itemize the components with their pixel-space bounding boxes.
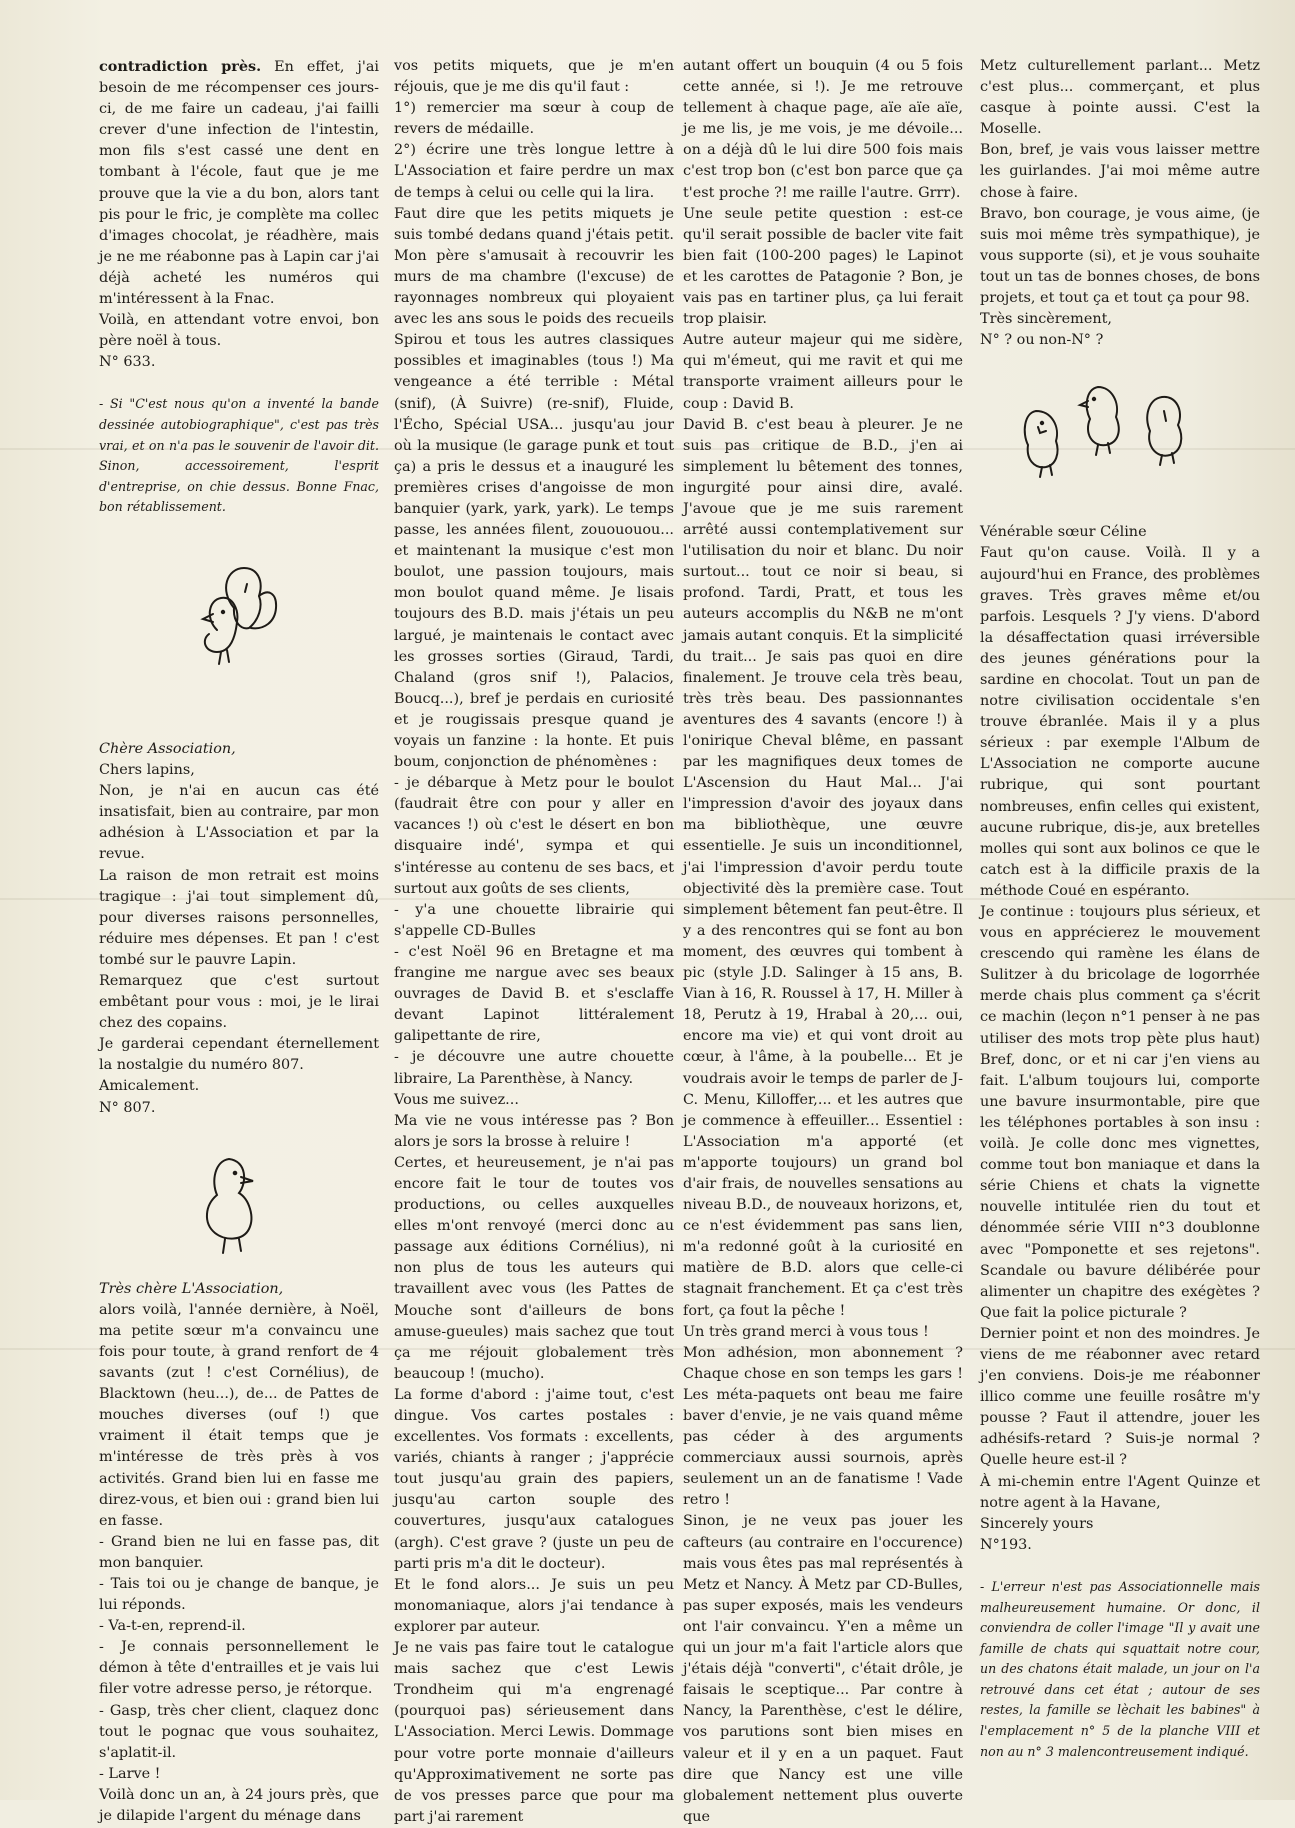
- letter-paragraph: La raison de mon retrait est moins tragique : j'ai tout simplement dû, pour diverses raisons personnelles, réduire mes dépenses. Et pan ! c'est tombé sur le pauvre Lapin.: [99, 867, 379, 968]
- letter-salutation: Chers lapins,: [99, 762, 195, 779]
- letter-paragraph: Certes, et heureusement, je n'ai pas encore fait le tour de toutes vos productions, ou celles auxquelles elles m'ont renvoyé (merci donc au passage aux éditions Cornélius), ni non plus de tous les auteurs qui travaillent avec vous (les Pattes de Mouche sont d'ailleurs de bons amuse-gueules) mais sachez que tout ça me réjouit globalement très beaucoup ! (mucho).: [394, 1154, 674, 1382]
- letter-paragraph: - Va-t-en, reprend-il.: [99, 1618, 246, 1635]
- two-birds-drawing: [99, 518, 379, 718]
- editor-reply: - L'erreur n'est pas Associationnelle mais malheureusement humaine. Or donc, il conviendra de coller l'image "Il y avait une famille de chats qui squattait notre cour, un des chatons était malade, un jour on l'a retrouvé dans cet état ; autour de ses restes, la famille se lèchait les babines" à l'emplacement n° 5 de la planche VIII et non au n° 3 malencontreusement indiqué.: [980, 1578, 1260, 1759]
- letter-paragraph: vos petits miquets, que je m'en réjouis, que je me dis qu'il faut :: [394, 58, 674, 96]
- column-1: [99, 56, 379, 1827]
- letter-paragraph: 1°) remercier ma sœur à coup de revers de médaille.: [394, 100, 674, 138]
- letter-paragraph: David B. c'est beau à pleurer. Je ne suis pas critique de B.D., j'en ai simplement lu bêtement des tonnes, ingurgité pour ainsi dire, avalé. J'avoue que je me suis rarement arrêté aussi contemplativement sur l'utilisation du noir et blanc. Du noir surtout... tout ce noir si beau, si profond. Tardi, Pratt, et tous les auteurs accomplis du N&B ne m'ont jamais autant conquis. Et la simplicité du trait... Je sais pas quoi en dire finalement. Je trouve cela très beau, très très beau. Des passionnantes aventures des 4 savants (encore !) à l'onirique Cheval blême, en passant par les magnifiques deux tomes de L'Ascension du Haut Mal... J'ai l'impression d'avoir des joyaux dans ma bibliothèque, une œuvre essentielle. Je suis un inconditionnel, j'ai l'impression d'avoir perdu toute objectivité dès la première case. Tout simplement bêtement fan peut-être. Il y a des rencontres qui se font au bon moment, des œuvres qui tombent à pic (style J.D. Salinger à 15 ans, B. Vian à 16, R. Roussel à 17, H. Miller à 18, Perutz à 19, Hrabal à 20,... oui, encore ma vie) et qui vont droit au cœur, à l'âme, à la poubelle... Et je voudrais avoir le temps de parler de J-C. Menu, Killoffer,... et les autres que je commence à effeuiller... Essentiel : L'Association m'a apporté (et m'apporte toujours) un grand bol d'air frais, de nouvelles sensations au niveau B.D., de nouveaux horizons, et, ce n'est évidemment pas sans lien, m'a redonné goût à la curiosité en matière de B.D. alors que celle-ci stagnait franchement. Et ça c'est très fort, ça fout la pêche !: [683, 416, 964, 1319]
- letter-paragraph: Je garderai cependant éternellement la nostalgie du numéro 807.: [99, 1036, 379, 1074]
- bird-drawing: [99, 1119, 379, 1279]
- letter-paragraph: La forme d'abord : j'aime tout, c'est dingue. Vos cartes postales : excellentes. Vos formats : excellents, variés, chiants à ranger ; j'apprécie tout jusqu'au grain des papiers, jusqu'au carton souple des couvertures, jusqu'aux catalogues (argh). C'est grave ? (juste un peu de parti pris m'a dit le docteur).: [394, 1386, 674, 1572]
- letter-paragraph: À mi-chemin entre l'Agent Quinze et notre agent à la Havane,: [980, 1473, 1260, 1511]
- letter-paragraph: - Grand bien ne lui en fasse pas, dit mon banquier.: [99, 1533, 379, 1571]
- letter-number: N° ? ou non-N° ?: [980, 332, 1104, 349]
- letter-paragraph: Faut dire que les petits miquets je suis tombé dedans quand j'étais petit. Mon père s'amusait à recouvrir les murs de ma chambre (l'excuse) de rayonnages nombreux qui ployaient avec les ans sous le poids des recueils Spirou et tous les autres classiques possibles et imaginables (tous !) Ma vengeance a été terrible : Métal (snif), (À Suivre) (re-snif), Fluide, l'Écho, Spécial USA... jusqu'au jour où la musique (le garage punk et tout ça) a pris le dessus et a inauguré les premières crises d'angoisse de mon banquier (yark, yark, yark). Le temps passe, les années filent, zouououou... et maintenant la musique c'est mon boulot, une passion toujours, mais mon boulot quand même. Je lisais toujours des B.D. mais j'étais un peu largué, je maintenais le contact avec les grosses sorties (Giraud, Tardi, Chaland (gros snif !), Palacios, Boucq...), bref je perdais en curiosité et je rougissais presque quand je voyais un fanzine : la honte. Et puis boum, conjonction de phénomènes :: [394, 205, 674, 771]
- letter-salutation: Chère Association,: [99, 740, 236, 757]
- letter-number: N° 633.: [99, 354, 156, 371]
- bold-lead: contradiction près.: [99, 58, 262, 75]
- letter-paragraph: Bon, bref, je vais vous laisser mettre les guirlandes. J'ai moi même autre chose à faire.: [980, 142, 1260, 201]
- letter-paragraph: Non, je n'ai en aucun cas été insatisfait, bien au contraire, par mon adhésion à L'Association et par la revue.: [99, 783, 379, 863]
- letter-text: En effet, j'ai besoin de me récompenser ces jours-ci, de me faire un cadeau, j'ai failli crever d'une infection de l'intestin, mon fils s'est cassé une dent en tombant à l'école, faut que je me prouve que la vie a du bon, alors tant pis pour le fric, je complète ma collec d'images chocolat, je réadhère, mais je ne me réabonne pas à Lapin car j'ai déjà acheté les numéros qui m'intéressent à la Fnac.: [99, 59, 380, 308]
- letter-paragraph: - y'a une chouette librairie qui s'appelle CD-Bulles: [394, 901, 674, 939]
- editor-reply: - Si "C'est nous qu'on a inventé la bande dessinée autobiographique", c'est pas très vrai, et on n'a pas le souvenir de l'avoir dit. Sinon, accessoirement, l'esprit d'entreprise, on chie dessus. Bonne Fnac, bon rétablissement.: [99, 396, 379, 515]
- letter-paragraph: Je continue : toujours plus sérieux, et vous en apprécierez le mouvement crescendo qui ramène les élans de Sulitzer à du bricolage de logorrhée merde chais plus comment ça s'écrit ce machin (leçon n°1 penser à ne pas utiliser des mots trop pète plus haut) Bref, donc, or et ni car j'en viens au fait. L'album toujours lui, comporte une bavure insurmontable, pire que les téléphones portables à son insu : voilà. Je colle donc mes vignettes, comme tout bon maniaque et dans la série Chiens et chats la vignette nouvelle intitulée rien du tout et dénommée série VIII n°3 doublonne avec "Pomponette et ses rejetons". Scandale ou bavure délibérée pour alimenter un chapitre des exégètes ? Que fait la police picturale ?: [980, 904, 1260, 1321]
- letter-paragraph: - Larve !: [99, 1765, 161, 1782]
- letter-paragraph: autant offert un bouquin (4 ou 5 fois cette année, si !). Je me retrouve tellement à chaque page, aïe aïe aïe, je me lis, je me vois, je me dévoile... on a déjà dû le lui dire 500 fois mais c'est trop bon (c'est bon parce que ça t'est proche ?! me raille l'autre. Grrr).: [683, 58, 963, 201]
- letter-paragraph: alors voilà, l'année dernière, à Noël, ma petite sœur m'a convaincu une fois pour toute, à grand renfort de 4 savants (zut ! c'est Cornélius), de Blacktown (heu...), de... de Pattes de mouches diverses (ouf !) que vraiment il était temps que je m'intéresse de très près à vos activités. Grand bien lui en fasse me direz-vous, et bien oui : grand bien lui en fasse.: [99, 1301, 379, 1529]
- letter-paragraph: Je ne vais pas faire tout le catalogue mais sachez que c'est Lewis Trondheim qui m'a engrenagé (pourquoi pas) sérieusement dans L'Association. Merci Lewis. Dommage pour votre porte monnaie d'ailleurs qu'Approximativement ne sorte pas de vos presses parce que pour ma part j'ai rarement: [394, 1640, 674, 1825]
- letter-paragraph: Mon adhésion, mon abonnement ? Chaque chose en son temps les gars ! Les méta-paquets ont beau me faire baver d'envie, je ne vais quand même pas céder à des arguments commerciaux aussi sournois, après seulement un an de fanatisme ! Vade retro !: [683, 1344, 963, 1509]
- letter-paragraph: - je découvre une autre chouette libraire, La Parenthèse, à Nancy.: [394, 1049, 674, 1087]
- letter-paragraph: 2°) écrire une très longue lettre à L'Association et faire perdre un max de temps à celui ou celle qui la lira.: [394, 142, 674, 201]
- letter-paragraph: Autre auteur majeur qui me sidère, qui m'émeut, qui me ravit et qui me transporte vraiment ailleurs pour le coup : David B.: [683, 332, 963, 412]
- letter-paragraph: Faut qu'on cause. Voilà. Il y a aujourd'hui en France, des problèmes graves. Très graves même et/ou parfois. Lesquels ? J'y viens. D'abord la désaffectation quasi irréversible des jeunes générations pour la sardine en chocolat. Tout un pan de notre civilisation occidentale s'en trouve ébranlée. Mais il y a plus sérieux : par exemple l'Album de L'Association ne comporte aucune rubrique, qui sont pourtant nombreuses, enfin celles qui existent, aucune rubrique, dis-je, aux bretelles molles qui sont aux bolinos ce que le catch est à la difficile praxis de la méthode Coué en espéranto.: [980, 545, 1260, 899]
- letter-salutation: Vénérable sœur Céline: [980, 524, 1147, 541]
- letter-paragraph: - je débarque à Metz pour le boulot (faudrait être con pour y aller en vacances !) où c'est le désert en bon disquaire indé', sympa et qui s'intéresse au contenu de ses bacs, et surtout aux goûts de ses clients,: [394, 775, 674, 897]
- letter-paragraph: Ma vie ne vous intéresse pas ? Bon alors je sors la brosse à reluire !: [394, 1112, 674, 1150]
- letter-paragraph: Une seule petite question : est-ce qu'il serait possible de bacler vite fait bien fait (100-200 pages) le Lapinot et les carottes de Patagonie ? Bon, je vais pas en tartiner plus, ça lui ferait trop plaisir.: [683, 205, 963, 328]
- letter-paragraph: Amicalement.: [99, 1078, 200, 1095]
- letter-paragraph: Dernier point et non des moindres. Je viens de me réabonner avec retard j'en conviens. Dois-je me réabonner illico comme une feuille rosâtre m'y pousse ? Faut il attendre, jouer les adhésifs-retard ? Suis-je normal ? Quelle heure est-il ?: [980, 1325, 1260, 1469]
- three-birds-drawing: [980, 351, 1260, 501]
- letter-paragraph: Metz culturellement parlant... Metz c'est plus... commerçant, et plus casque à pointe aussi. C'est la Moselle.: [980, 58, 1260, 138]
- letter-number: N°193.: [980, 1536, 1032, 1553]
- letter-paragraph: - c'est Noël 96 en Bretagne et ma frangine me nargue avec ses beaux ouvrages de David B. et s'esclaffe devant Lapinot littéralement galipettante de rire,: [394, 943, 674, 1045]
- letter-paragraph: Très sincèrement,: [980, 311, 1112, 328]
- column-4: [980, 56, 1260, 1762]
- column-3: [683, 56, 963, 1828]
- letter-paragraph: Sincerely yours: [980, 1515, 1094, 1532]
- letter-paragraph: Sinon, je ne veux pas jouer les cafteurs (au contraire en l'occurence) mais vous êtes pas mal représentés à Metz et Nancy. À Metz par CD-Bulles, pas super exposés, mais les vendeurs ont l'air convaincu. Y'en a même un qui un jour m'a fait l'article alors que j'étais déjà "converti", c'était drôle, je faisais le sceptique... Par contre à Nancy, la Parenthèse, c'est le délire, vos parutions sont bien mises en valeur et il y en a un paquet. Faut dire que Nancy est une ville globalement nettement plus ouverte que: [683, 1513, 963, 1825]
- letter-paragraph: Remarquez que c'est surtout embêtant pour vous : moi, je le lirai chez des copains.: [99, 973, 379, 1032]
- letter-number: N° 807.: [99, 1099, 156, 1116]
- letter-paragraph: Et le fond alors... Je suis un peu monomaniaque, alors j'ai tendance à explorer par auteur.: [394, 1576, 674, 1635]
- letter-paragraph: - Tais toi ou je change de banque, je lui réponds.: [99, 1575, 379, 1614]
- letter-paragraph: Bravo, bon courage, je vous aime, (je suis moi même très sympathique), je vous supporte (si), et je vous souhaite tout un tas de bonnes choses, de bons projets, et tout ça et tout ça pour 98.: [980, 205, 1260, 307]
- column-2: [394, 56, 674, 1828]
- letter-paragraph: - Je connais personnellement le démon à tête d'entrailles et je vais lui filer votre adresse perso, je rétorque.: [99, 1639, 379, 1698]
- letter-paragraph: [99, 56, 379, 310]
- letter-paragraph: Un très grand merci à vous tous !: [683, 1323, 929, 1340]
- letter-paragraph: Vous me suivez...: [394, 1091, 519, 1108]
- letter-paragraph: - Gasp, très cher client, claquez donc tout le pognac que vous souhaitez, s'aplatit-il.: [99, 1702, 379, 1761]
- letter-salutation: Très chère L'Association,: [99, 1280, 284, 1297]
- letter-paragraph: Voilà donc un an, à 24 jours près, que je dilapide l'argent du ménage dans: [99, 1786, 379, 1824]
- letter-paragraph: Voilà, en attendant votre envoi, bon père noël à tous.: [99, 312, 379, 350]
